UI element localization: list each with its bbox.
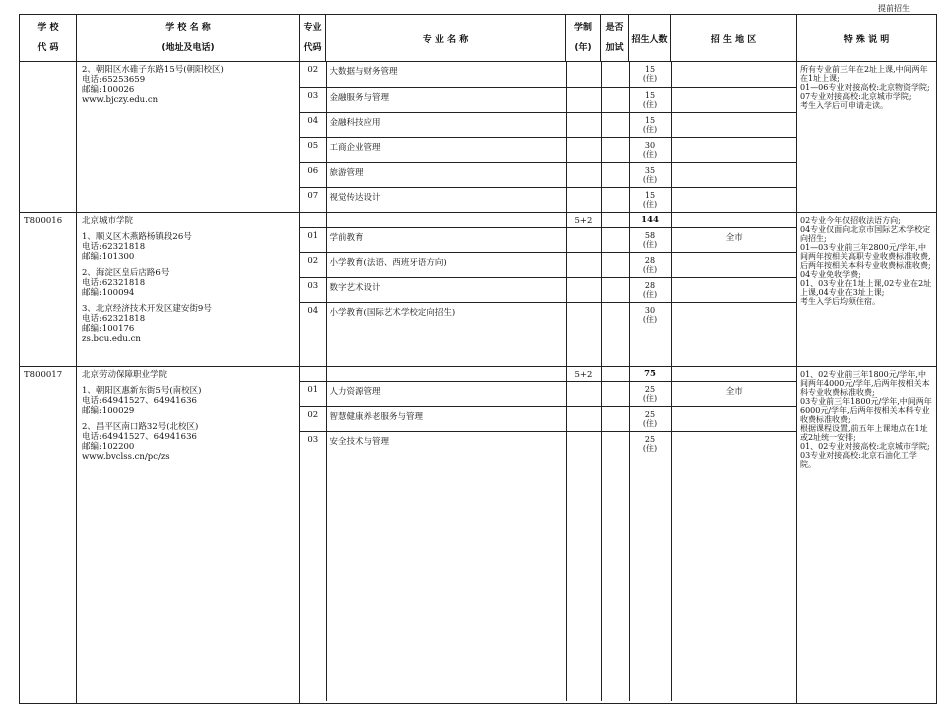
note-line: 考生入学后可申请走读。 bbox=[800, 101, 888, 110]
page-category-label: 提前招生 bbox=[878, 4, 910, 13]
school-address bbox=[82, 268, 294, 298]
header-duration-line1: 学制 bbox=[573, 23, 592, 33]
major-duration bbox=[566, 187, 601, 212]
address-line: 1、朝阳区惠新东街5号(南校区) bbox=[82, 386, 202, 396]
note-line: 04专业仅面向北京市国际艺术学校定向招生; bbox=[800, 225, 931, 243]
count-value: 30 bbox=[644, 305, 656, 315]
school-summary-row bbox=[300, 213, 797, 227]
count-unit: (住) bbox=[642, 264, 658, 274]
count-unit: (住) bbox=[642, 443, 658, 453]
school-address bbox=[82, 386, 294, 416]
major-row bbox=[300, 227, 797, 252]
major-region: 全市 bbox=[671, 227, 797, 252]
major-count bbox=[629, 277, 671, 302]
header-major-name: 专 业 名 称 bbox=[326, 15, 566, 62]
major-region bbox=[671, 252, 797, 277]
major-name: 小学教育(国际艺术学校定向招生) bbox=[326, 302, 566, 366]
header-notes: 特 殊 说 明 bbox=[797, 15, 937, 62]
address-postcode: 邮编:100176 bbox=[82, 324, 135, 334]
major-extra-test bbox=[601, 227, 629, 252]
summary-extra-test bbox=[601, 367, 629, 381]
major-region bbox=[671, 87, 797, 112]
address-phone: 电话:62321818 bbox=[82, 278, 146, 288]
major-code: 06 bbox=[300, 162, 326, 187]
school-duration: 5+2 bbox=[566, 213, 601, 227]
header-extra-test-line1: 是否 bbox=[605, 23, 624, 33]
major-code: 03 bbox=[307, 434, 319, 445]
major-row bbox=[300, 406, 797, 431]
header-enroll-count: 招生人数 bbox=[629, 15, 671, 62]
major-row bbox=[300, 87, 797, 112]
count-value: 28 bbox=[644, 255, 656, 265]
major-extra-test bbox=[601, 277, 629, 302]
header-school-name-line2: (地址及电话) bbox=[161, 43, 215, 53]
note-line: 01、02专业对接高校:北京城市学院; bbox=[800, 442, 930, 451]
major-name: 金融科技应用 bbox=[326, 112, 566, 137]
major-count bbox=[629, 252, 671, 277]
count-value: 58 bbox=[644, 230, 656, 240]
address-phone: 电话:62321818 bbox=[82, 242, 146, 252]
major-row bbox=[300, 302, 797, 366]
note-line: 01—03专业前三年2800元/学年,中间两年按相关高职专业收费标准收费,后两年按相关本科专业收费标准收费; bbox=[800, 243, 931, 270]
count-value: 25 bbox=[644, 384, 656, 394]
header-extra-test bbox=[601, 15, 629, 62]
major-code: 03 bbox=[300, 277, 326, 302]
address-line: 2、海淀区皇后店路6号 bbox=[82, 268, 170, 278]
major-duration bbox=[566, 277, 601, 302]
major-row bbox=[300, 381, 797, 406]
major-code: 04 bbox=[300, 112, 326, 137]
count-unit: (住) bbox=[642, 74, 658, 83]
header-major-code bbox=[300, 15, 326, 62]
note-line: 03专业对接高校:北京石油化工学院。 bbox=[800, 451, 917, 469]
major-count bbox=[629, 87, 671, 112]
major-name: 视觉传达设计 bbox=[326, 187, 566, 212]
address-phone: 电话:62321818 bbox=[82, 314, 146, 324]
major-code: 01 bbox=[300, 381, 326, 406]
summary-region bbox=[671, 367, 797, 381]
summary-region bbox=[671, 213, 797, 227]
school-info bbox=[77, 367, 300, 704]
major-region bbox=[671, 62, 797, 87]
count-unit: (住) bbox=[642, 124, 658, 134]
header-duration bbox=[566, 15, 601, 62]
major-name: 安全技术与管理 bbox=[326, 431, 566, 701]
major-row bbox=[300, 62, 797, 87]
major-code: 02 bbox=[300, 406, 326, 431]
school-address bbox=[82, 232, 294, 262]
school-website: zs.bcu.edu.cn bbox=[82, 334, 141, 344]
header-school-name-line1: 学 校 名 称 bbox=[165, 23, 211, 33]
header-duration-line2: (年) bbox=[574, 43, 592, 53]
major-duration bbox=[566, 381, 601, 406]
count-unit: (住) bbox=[642, 174, 658, 184]
major-extra-test bbox=[601, 62, 629, 87]
school-code bbox=[20, 62, 77, 213]
major-extra-test bbox=[601, 87, 629, 112]
major-count bbox=[629, 187, 671, 212]
major-count bbox=[629, 381, 671, 406]
major-count bbox=[629, 302, 671, 366]
major-region bbox=[671, 406, 797, 431]
summary-major-name bbox=[326, 367, 566, 381]
school-address bbox=[82, 422, 294, 462]
note-line: 考生入学后均须住宿。 bbox=[800, 297, 880, 306]
major-duration bbox=[566, 112, 601, 137]
address-phone: 电话:65253659 bbox=[82, 75, 146, 85]
major-duration bbox=[566, 302, 601, 366]
major-extra-test bbox=[601, 137, 629, 162]
header-school-code-line1: 学 校 bbox=[37, 23, 59, 33]
header-school-code-line2: 代 码 bbox=[37, 43, 59, 53]
school-info bbox=[77, 62, 300, 213]
note-line: 01、02专业前三年1800元/学年,中间两年4000元/学年,后两年按相关本科专业收费标准收费; bbox=[800, 370, 930, 397]
note-line: 02专业今年仅招收法语方向; bbox=[800, 216, 901, 225]
address-postcode: 邮编:100029 bbox=[82, 406, 135, 416]
major-region bbox=[671, 162, 797, 187]
address-phone: 电话:64941527、64941636 bbox=[82, 396, 197, 406]
header-school-name bbox=[77, 15, 300, 62]
address-line: 2、昌平区南口路32号(北校区) bbox=[82, 422, 199, 432]
note-line: 所有专业前三年在2址上课,中间两年在1址上课; bbox=[800, 65, 928, 83]
major-duration bbox=[566, 137, 601, 162]
major-extra-test bbox=[601, 187, 629, 212]
address-line: 2、朝阳区水碓子东路15号(朝阳校区) bbox=[82, 65, 224, 75]
major-name: 学前教育 bbox=[326, 227, 566, 252]
address-phone: 电话:64941527、64941636 bbox=[82, 432, 197, 442]
major-row bbox=[300, 187, 797, 212]
school-name: 北京劳动保障职业学院 bbox=[82, 370, 168, 380]
major-extra-test bbox=[601, 112, 629, 137]
count-value: 25 bbox=[644, 434, 656, 444]
school-website: www.bjczy.edu.cn bbox=[82, 95, 159, 105]
major-duration bbox=[566, 406, 601, 431]
summary-extra-test bbox=[601, 213, 629, 227]
major-extra-test bbox=[601, 406, 629, 431]
major-name: 智慧健康养老服务与管理 bbox=[326, 406, 566, 431]
count-value: 15 bbox=[644, 90, 656, 100]
major-name: 数字艺术设计 bbox=[326, 277, 566, 302]
summary-major-name bbox=[326, 213, 566, 227]
major-row bbox=[300, 162, 797, 187]
major-count bbox=[629, 62, 671, 87]
major-extra-test bbox=[601, 431, 629, 701]
major-name: 旅游管理 bbox=[326, 162, 566, 187]
major-extra-test bbox=[601, 381, 629, 406]
notes-school-2 bbox=[797, 367, 935, 472]
note-line: 01、03专业在1址上课,02专业在2址上课,04专业在3址上课; bbox=[800, 279, 932, 297]
major-region bbox=[671, 277, 797, 302]
major-code: 07 bbox=[307, 190, 319, 201]
majors-table bbox=[300, 367, 797, 701]
note-line: 04专业免收学费; bbox=[800, 270, 861, 279]
major-code: 02 bbox=[300, 62, 326, 87]
majors-table bbox=[300, 213, 797, 366]
count-unit: (住) bbox=[642, 99, 658, 109]
summary-major-code bbox=[300, 213, 326, 227]
major-row bbox=[300, 252, 797, 277]
major-name: 人力资源管理 bbox=[326, 381, 566, 406]
major-duration bbox=[566, 162, 601, 187]
major-code: 05 bbox=[300, 137, 326, 162]
school-total-count: 144 bbox=[629, 213, 671, 227]
count-value: 28 bbox=[644, 280, 656, 290]
note-line: 根据课程设置,前五年上课地点在1址或2址统一安排; bbox=[800, 424, 928, 442]
major-duration bbox=[566, 87, 601, 112]
major-duration bbox=[566, 431, 601, 701]
header-row bbox=[20, 15, 937, 62]
school-address bbox=[82, 65, 294, 105]
major-count bbox=[629, 431, 671, 701]
major-duration bbox=[566, 227, 601, 252]
major-name: 工商企业管理 bbox=[326, 137, 566, 162]
count-unit: (住) bbox=[642, 199, 658, 209]
count-unit: (住) bbox=[642, 149, 658, 159]
header-major-code-line1: 专业 bbox=[303, 23, 322, 33]
header-school-code bbox=[20, 15, 77, 62]
major-region bbox=[671, 112, 797, 137]
notes-school-0 bbox=[797, 62, 935, 113]
major-row bbox=[300, 431, 797, 701]
school-info bbox=[77, 213, 300, 367]
major-count bbox=[629, 137, 671, 162]
school-website: www.bvclss.cn/pc/zs bbox=[82, 452, 170, 462]
major-region bbox=[671, 431, 797, 701]
school-code: T800017 bbox=[20, 367, 77, 704]
count-unit: (住) bbox=[642, 393, 658, 403]
school-address bbox=[82, 304, 294, 344]
address-postcode: 邮编:102200 bbox=[82, 442, 135, 452]
count-value: 30 bbox=[644, 140, 656, 150]
school-code: T800016 bbox=[20, 213, 77, 367]
admissions-table bbox=[19, 14, 937, 704]
address-postcode: 邮编:100094 bbox=[82, 288, 135, 298]
major-region bbox=[671, 187, 797, 212]
school-name: 北京城市学院 bbox=[82, 216, 134, 226]
note-line: 01—06专业对接高校:北京物资学院; bbox=[800, 83, 930, 92]
major-region bbox=[671, 137, 797, 162]
major-code: 03 bbox=[300, 87, 326, 112]
majors-table bbox=[300, 62, 797, 212]
major-code: 02 bbox=[300, 252, 326, 277]
major-extra-test bbox=[601, 162, 629, 187]
school-summary-row bbox=[300, 367, 797, 381]
count-unit: (住) bbox=[642, 418, 658, 428]
school-total-count: 75 bbox=[629, 367, 671, 381]
count-unit: (住) bbox=[642, 239, 658, 249]
major-region bbox=[671, 302, 797, 366]
count-value: 15 bbox=[644, 115, 656, 125]
major-extra-test bbox=[601, 302, 629, 366]
major-count bbox=[629, 162, 671, 187]
note-line: 07专业对接高校:北京城市学院; bbox=[800, 92, 912, 101]
notes-school-1 bbox=[797, 213, 935, 309]
header-extra-test-line2: 加试 bbox=[605, 43, 624, 53]
major-duration bbox=[566, 252, 601, 277]
header-region: 招 生 地 区 bbox=[671, 15, 797, 62]
count-value: 25 bbox=[644, 409, 656, 419]
count-value: 15 bbox=[644, 190, 656, 200]
address-line: 1、顺义区木燕路杨镇段26号 bbox=[82, 232, 192, 242]
count-unit: (住) bbox=[642, 314, 658, 324]
count-value: 35 bbox=[644, 165, 656, 175]
major-name: 金融服务与管理 bbox=[326, 87, 566, 112]
major-name: 小学教育(法语、西班牙语方向) bbox=[326, 252, 566, 277]
major-extra-test bbox=[601, 252, 629, 277]
major-count bbox=[629, 112, 671, 137]
major-code: 01 bbox=[300, 227, 326, 252]
note-line: 03专业前三年1800元/学年,中间两年6000元/学年,后两年按相关本科专业收费标准收费; bbox=[800, 397, 932, 424]
major-region: 全市 bbox=[671, 381, 797, 406]
header-major-code-line2: 代码 bbox=[303, 43, 322, 53]
major-count bbox=[629, 227, 671, 252]
major-row bbox=[300, 137, 797, 162]
major-count bbox=[629, 406, 671, 431]
school-duration: 5+2 bbox=[566, 367, 601, 381]
count-unit: (住) bbox=[642, 289, 658, 299]
major-row bbox=[300, 277, 797, 302]
major-duration bbox=[566, 62, 601, 87]
count-value: 15 bbox=[644, 65, 656, 74]
summary-major-code bbox=[300, 367, 326, 381]
address-postcode: 邮编:100026 bbox=[82, 85, 135, 95]
major-row bbox=[300, 112, 797, 137]
major-name: 大数据与财务管理 bbox=[326, 62, 566, 87]
address-line: 3、北京经济技术开发区建安街9号 bbox=[82, 304, 212, 314]
address-postcode: 邮编:101300 bbox=[82, 252, 135, 262]
major-code: 04 bbox=[307, 305, 319, 316]
